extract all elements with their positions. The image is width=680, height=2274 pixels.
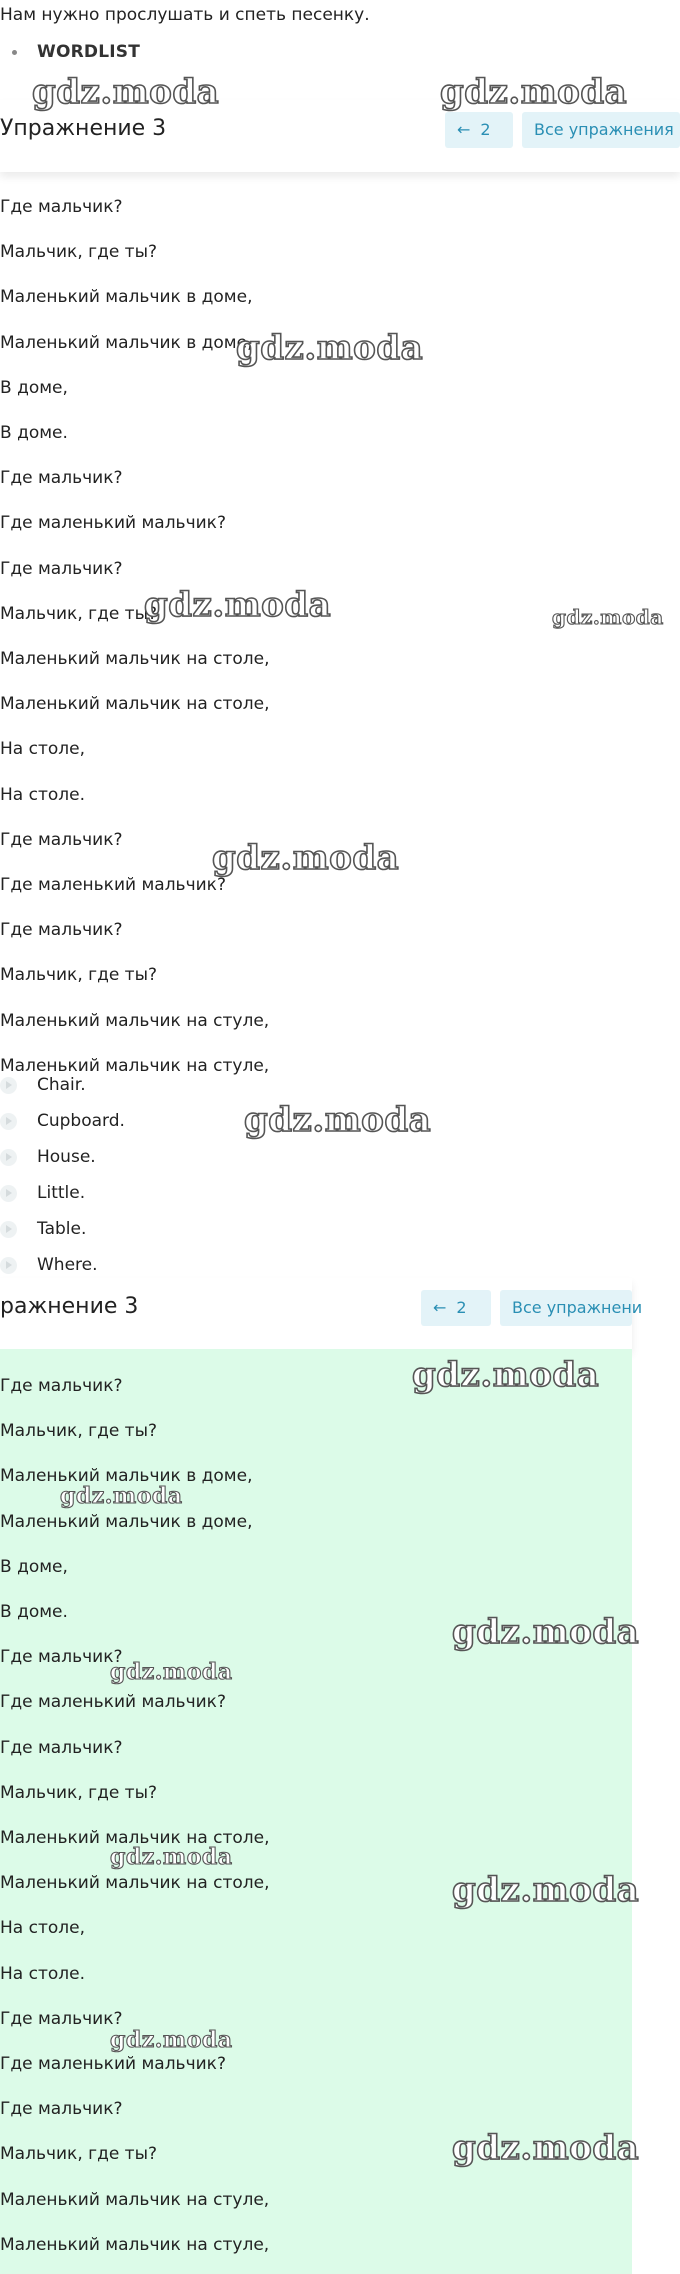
wordlist-item[interactable] (0, 1219, 86, 1241)
wordlist-word: Table. (37, 1219, 87, 1239)
exercise-title: Упражнение 3 (0, 116, 167, 141)
watermark: gdz.moda (452, 2128, 640, 2168)
play-icon[interactable] (0, 1113, 17, 1130)
play-icon[interactable] (0, 1257, 17, 1274)
lyric-line: Где мальчик? (0, 2008, 123, 2029)
lyric-line: Где мальчик? (0, 1647, 123, 1668)
lyric-line: Где маленький мальчик? (0, 513, 226, 534)
lyric-line: Мальчик, где ты? (0, 2144, 158, 2165)
arrow-left-icon: ← (433, 1298, 447, 1317)
prev-exercise-label: 2 (480, 120, 491, 139)
wordlist-word: Cupboard. (37, 1111, 125, 1131)
watermark: gdz.moda (110, 1659, 233, 1685)
watermark: gdz.moda (110, 2027, 233, 2053)
lyric-line: Маленький мальчик на столе, (0, 649, 270, 669)
wordlist-word: Little. (37, 1183, 86, 1203)
lyric-line: Где мальчик? (0, 2099, 123, 2120)
exercise-title-2: ражнение 3 (0, 1294, 139, 1319)
lyric-line: Маленький мальчик на столе, (0, 1828, 270, 1848)
lyric-line: Мальчик, где ты? (0, 242, 158, 263)
all-exercises-button[interactable]: Все упражнения (522, 112, 680, 148)
wordlist-word: Where. (37, 1255, 98, 1275)
play-icon[interactable] (0, 1077, 17, 1094)
lyric-line: Где мальчик? (0, 920, 123, 941)
wordlist-item[interactable] (0, 1147, 96, 1169)
lyric-line: В доме. (0, 1602, 68, 1622)
wordlist-word: House. (37, 1147, 96, 1167)
prev-exercise-label-2: 2 (456, 1298, 467, 1317)
lyric-line: Где мальчик? (0, 1737, 123, 1758)
wordlist-item[interactable] (0, 1075, 86, 1097)
lyric-line: Маленький мальчик на стуле, (0, 2234, 270, 2255)
all-exercises-button-2[interactable]: Все упражнени (500, 1290, 632, 1326)
play-icon[interactable] (0, 1185, 17, 1202)
play-icon[interactable] (0, 1221, 17, 1238)
wordlist-item[interactable] (0, 1255, 98, 1277)
lyric-line: Маленький мальчик на стуле, (0, 1055, 270, 1076)
lyric-line: Где маленький мальчик? (0, 875, 226, 895)
watermark: gdz.moda (412, 1355, 600, 1395)
watermark: gdz.moda (60, 1483, 183, 1509)
bullet-icon (12, 50, 17, 55)
wordlist-word: Chair. (37, 1075, 86, 1095)
watermark: gdz.moda (452, 1612, 640, 1652)
lyric-line: Где мальчик? (0, 829, 123, 850)
intro-text: Нам нужно прослушать и спеть песенку. (0, 5, 370, 25)
lyric-line: На столе. (0, 784, 85, 805)
lyric-line: Маленький мальчик в доме, (0, 332, 253, 353)
lyric-line: В доме, (0, 1556, 68, 1577)
wordlist-item[interactable] (0, 1183, 85, 1205)
lyric-line: Где маленький мальчик? (0, 1692, 226, 1713)
lyric-line: Где мальчик? (0, 197, 123, 217)
play-icon[interactable] (0, 1149, 17, 1166)
lyric-line: Маленький мальчик на стуле, (0, 2189, 270, 2210)
lyric-line: Мальчик, где ты? (0, 1782, 158, 1803)
lyric-line: Маленький мальчик на стуле, (0, 1010, 270, 1031)
watermark: gdz.moda (440, 72, 628, 112)
wordlist-item[interactable] (0, 1111, 125, 1133)
watermark: gdz.moda (452, 1870, 640, 1910)
exercise-header-2 (0, 1278, 643, 1350)
lyric-line: В доме, (0, 377, 68, 398)
lyric-line: На столе. (0, 1963, 85, 1984)
wordlist-label: WORDLIST (37, 42, 141, 62)
watermark: gdz.moda (244, 1100, 432, 1140)
prev-exercise-button-2[interactable] (421, 1290, 491, 1326)
prev-exercise-button[interactable] (445, 112, 513, 148)
lyric-line: В доме. (0, 423, 68, 443)
lyric-line: Маленький мальчик на столе, (0, 694, 270, 715)
lyric-line: Мальчик, где ты? (0, 965, 158, 986)
lyric-line: Маленький мальчик в доме, (0, 1511, 253, 1532)
watermark: gdz.moda (110, 1844, 233, 1870)
arrow-left-icon: ← (457, 120, 471, 139)
lyric-line: Где мальчик? (0, 468, 123, 489)
wordlist-link[interactable] (12, 42, 140, 62)
watermark: gdz.moda (144, 585, 332, 625)
lyric-line: На столе, (0, 1918, 85, 1939)
lyric-line: Маленький мальчик в доме, (0, 287, 253, 308)
lyric-line: Где маленький мальчик? (0, 2054, 226, 2074)
lyric-line: Маленький мальчик на столе, (0, 1873, 270, 1894)
lyric-line: Мальчик, где ты? (0, 1421, 158, 1442)
lyric-line: На столе, (0, 739, 85, 760)
lyric-line: Где мальчик? (0, 1376, 123, 1396)
watermark: gdz.moda (552, 605, 664, 629)
lyric-line: Маленький мальчик в доме, (0, 1466, 253, 1487)
lyric-line: Мальчик, где ты? (0, 603, 158, 624)
watermark: gdz.moda (212, 838, 400, 878)
lyric-line: Где мальчик? (0, 558, 123, 579)
watermark: gdz.moda (32, 72, 220, 112)
watermark: gdz.moda (236, 328, 424, 368)
